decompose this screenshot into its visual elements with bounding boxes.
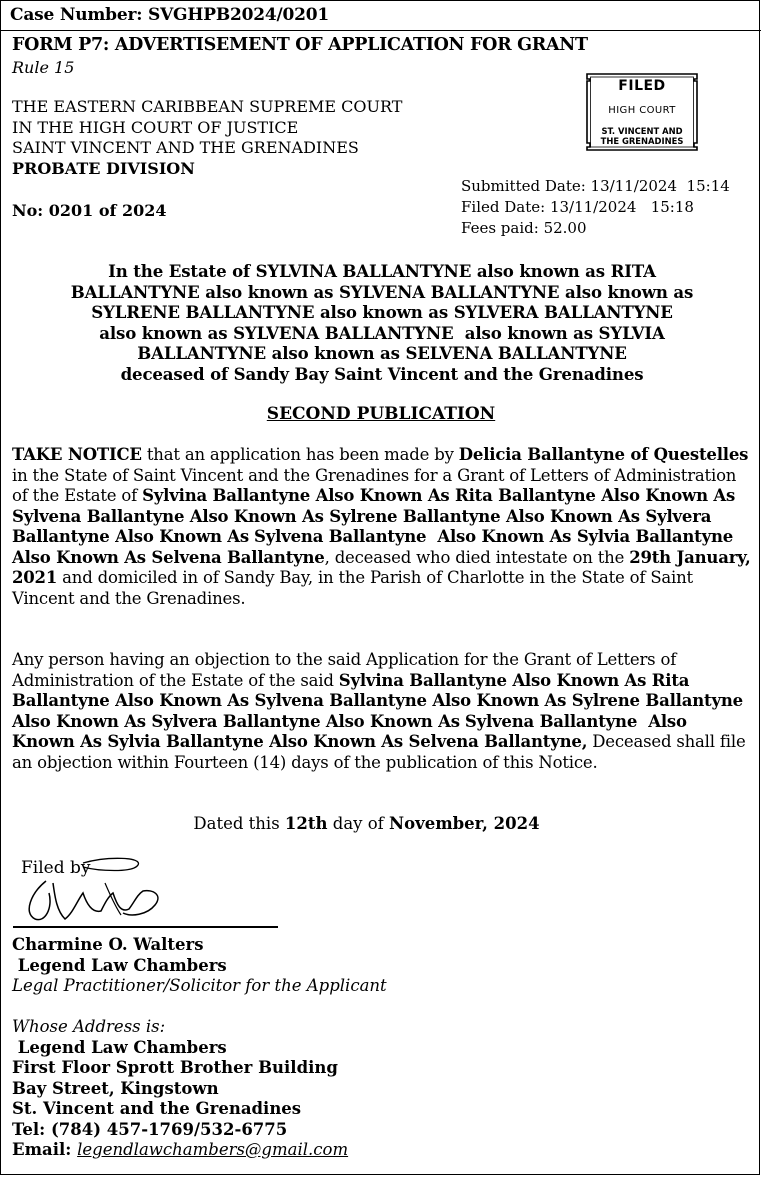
dated-month-year: November, 2024 bbox=[389, 814, 540, 833]
practitioner-block bbox=[12, 935, 387, 997]
estate-line: BALLANTYNE also known as SELVENA BALLANTYNE bbox=[137, 343, 627, 363]
claim-number: No: 0201 of 2024 bbox=[12, 201, 167, 220]
estate-heading bbox=[11, 261, 753, 384]
email-line bbox=[12, 1140, 348, 1161]
notice-text: and domiciled in of Sandy Bay, in the Parish of Charlotte in the State of Saint Vincent and the Grenadines. bbox=[12, 568, 693, 608]
notice-text: that an application has been made by bbox=[141, 445, 459, 464]
dated-text: Dated this bbox=[193, 814, 285, 833]
rule-reference: Rule 15 bbox=[12, 58, 75, 77]
dated-text: day of bbox=[327, 814, 390, 833]
estate-line: SYLRENE BALLANTYNE also known as SYLVERA BALLANTYNE bbox=[91, 302, 673, 322]
address-line-2: Bay Street, Kingstown bbox=[12, 1078, 219, 1098]
email-link[interactable]: legendlawchambers@gmail.com bbox=[77, 1140, 349, 1159]
stamp-place-1: ST. VINCENT AND bbox=[601, 126, 683, 136]
stamp-filed: FILED bbox=[618, 78, 666, 94]
header-divider bbox=[1, 30, 761, 31]
date-of-death: 29th January, 2021 bbox=[12, 547, 751, 587]
dated-line bbox=[1, 814, 732, 833]
court-line-3: SAINT VINCENT AND THE GRENADINES bbox=[12, 138, 359, 157]
practitioner-role: Legal Practitioner/Solicitor for the Applicant bbox=[12, 976, 387, 995]
form-title: FORM P7: ADVERTISEMENT OF APPLICATION FOR GRANT bbox=[12, 35, 588, 55]
court-line-1: THE EASTERN CARIBBEAN SUPREME COURT bbox=[12, 97, 403, 116]
publication-heading: SECOND PUBLICATION bbox=[266, 404, 496, 424]
email-label: Email: bbox=[12, 1140, 78, 1159]
notice-paragraph-1 bbox=[12, 445, 752, 609]
notice-text: Deceased shall file an objection within Fourteen (14) days of the publication of this Notice. bbox=[12, 732, 746, 772]
address-block bbox=[12, 1017, 348, 1161]
notice-paragraph-2 bbox=[12, 650, 752, 773]
notice-text: , deceased who died intestate on the bbox=[324, 547, 630, 567]
deceased-names: Sylvina Ballantyne Also Known As Rita Ballantyne Also Known As Sylvena Ballantyne Also Known As Sylrene Ballantyne Also Known As Sylvera Ballantyne Also Known As bbox=[12, 670, 743, 731]
estate-line: BALLANTYNE also known as SYLVENA BALLANTYNE also known as bbox=[70, 281, 694, 302]
notice-text: Any person having an objection to the said Application for the Grant of Letters of Administration of the Estate of the said bbox=[12, 650, 677, 690]
estate-line: In the Estate of SYLVINA BALLANTYNE also known as RITA bbox=[108, 261, 656, 281]
case-number: Case Number: SVGHPB2024/0201 bbox=[10, 5, 330, 25]
filed-date: Filed Date: 13/11/2024 15:18 bbox=[461, 198, 694, 216]
address-line-1: First Floor Sprott Brother Building bbox=[12, 1058, 338, 1077]
estate-line: also known as SYLVENA BALLANTYNE also known as SYLVIA bbox=[99, 322, 665, 343]
filing-details bbox=[461, 176, 730, 239]
submitted-date: Submitted Date: 13/11/2024 15:14 bbox=[461, 177, 730, 195]
signature-line bbox=[13, 926, 278, 928]
telephone: Tel: (784) 457-1769/532-6775 bbox=[12, 1119, 288, 1139]
address-line-3: St. Vincent and the Grenadines bbox=[12, 1099, 302, 1118]
court-heading bbox=[12, 97, 402, 179]
practitioner-firm: Legend Law Chambers bbox=[12, 955, 227, 975]
deceased-names: Sylvena Ballantyne Also Known As Sylvia Ballantyne Also Known As Selvena Ballantyne bbox=[12, 527, 739, 567]
notice-text: in the State of Saint Vincent and the Grenadines for a Grant of Letters of Administration of the Estate of bbox=[12, 465, 737, 505]
court-line-2: IN THE HIGH COURT OF JUSTICE bbox=[12, 117, 299, 137]
practitioner-name: Charmine O. Walters bbox=[12, 935, 204, 954]
stamp-court: HIGH COURT bbox=[608, 105, 676, 116]
address-label: Whose Address is: bbox=[12, 1017, 166, 1036]
stamp-place-2: THE GRENADINES bbox=[600, 136, 684, 146]
take-notice: TAKE NOTICE bbox=[12, 445, 142, 464]
applicant-name: Delicia Ballantyne of Questelles bbox=[458, 445, 749, 464]
address-firm: Legend Law Chambers bbox=[12, 1037, 227, 1057]
estate-line: deceased of Sandy Bay Saint Vincent and the Grenadines bbox=[120, 363, 644, 384]
court-division: PROBATE DIVISION bbox=[12, 158, 195, 178]
signature-filed-by: Filed by bbox=[21, 858, 91, 878]
deceased-names: Sylvena Ballantyne Also Known As Sylvia Ballantyne Also Known As Selvena Ballantyne, bbox=[12, 711, 693, 751]
deceased-names: Sylvina Ballantyne Also Known As Rita Ballantyne Also Known As Sylvena Ballantyne Also Known As Sylrene Ballantyne Also Known As Sylvera Ballantyne Also Known As bbox=[12, 486, 736, 546]
dated-day: 12th bbox=[284, 814, 328, 833]
handwritten-signature bbox=[13, 853, 288, 933]
fees-paid: Fees paid: 52.00 bbox=[461, 219, 587, 237]
